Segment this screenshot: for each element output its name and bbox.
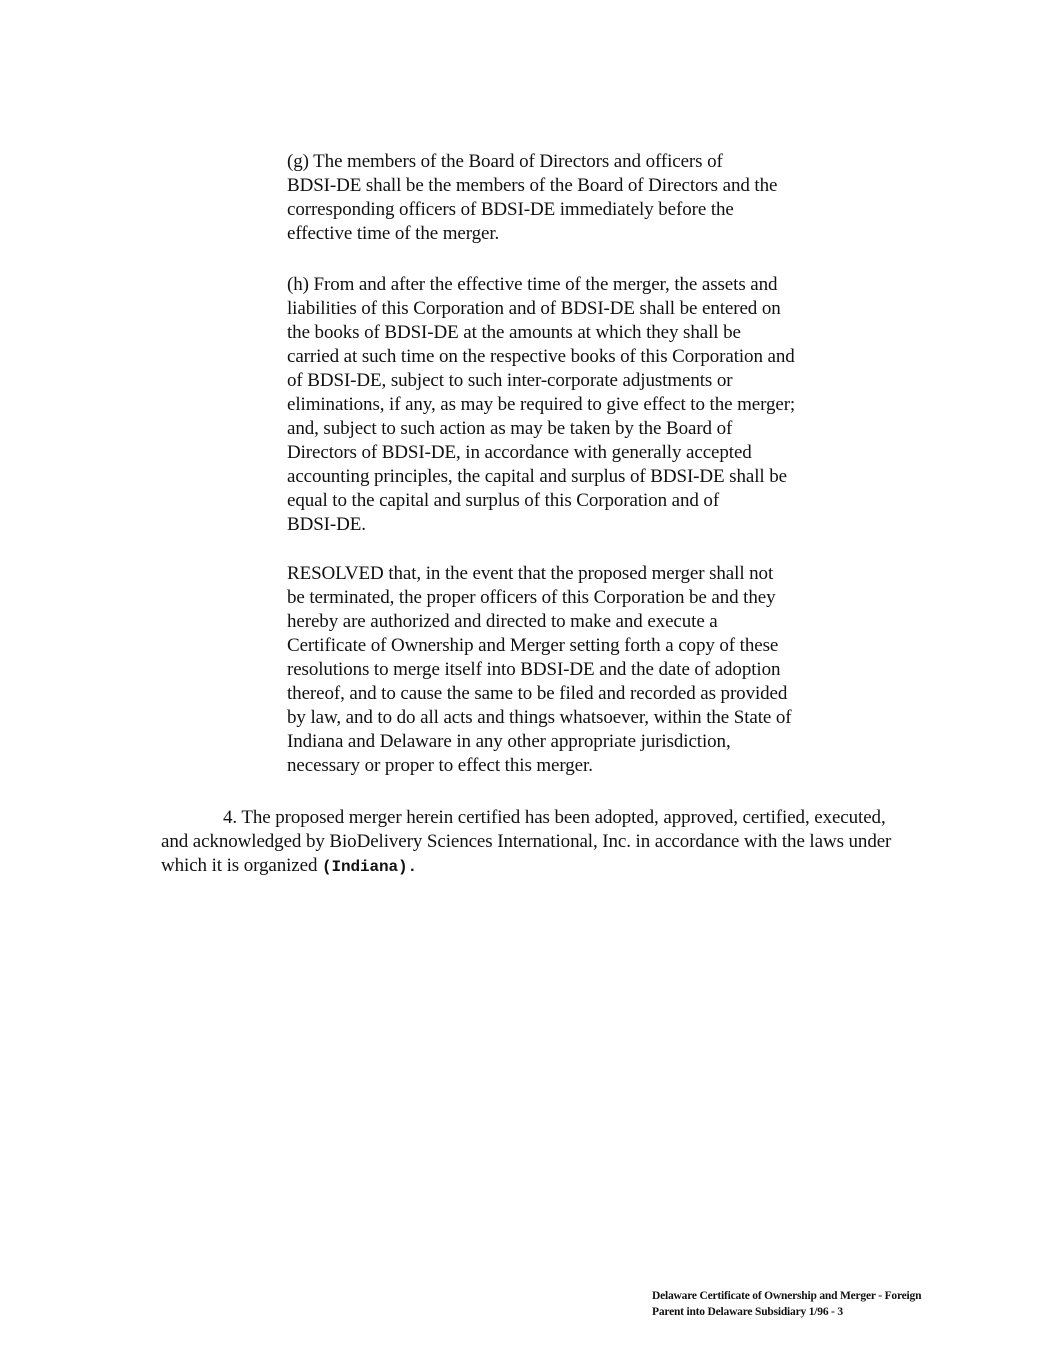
- paragraph-resolved-line: by law, and to do all acts and things whatsoever, within the State of: [287, 707, 792, 728]
- paragraph-g-line: (g) The members of the Board of Directors and officers of: [287, 151, 723, 172]
- footer-line: Delaware Certificate of Ownership and Merger - Foreign: [652, 1290, 922, 1302]
- paragraph-resolved-line: RESOLVED that, in the event that the proposed merger shall not: [287, 563, 774, 584]
- paragraph-4-line: 4. The proposed merger herein certified has been adopted, approved, certified, executed,: [223, 807, 886, 828]
- paragraph-h-line: the books of BDSI-DE at the amounts at which they shall be: [287, 322, 741, 343]
- paragraph-h-line: carried at such time on the respective books of this Corporation and: [287, 346, 795, 367]
- paragraph-4-text: which it is organized: [161, 855, 323, 876]
- paragraph-4-line: [161, 854, 417, 879]
- paragraph-h-line: of BDSI-DE, subject to such inter-corporate adjustments or: [287, 370, 733, 391]
- paragraph-g-line: effective time of the merger.: [287, 223, 500, 244]
- paragraph-resolved-line: be terminated, the proper officers of this Corporation be and they: [287, 587, 776, 608]
- paragraph-resolved-line: Certificate of Ownership and Merger setting forth a copy of these: [287, 635, 779, 656]
- paragraph-h-line: liabilities of this Corporation and of BDSI-DE shall be entered on: [287, 298, 781, 319]
- paragraph-4-line: and acknowledged by BioDelivery Sciences International, Inc. in accordance with the laws under: [161, 831, 892, 852]
- paragraph-h-line: BDSI-DE.: [287, 514, 366, 535]
- paragraph-h-line: eliminations, if any, as may be required to give effect to the merger;: [287, 394, 796, 415]
- paragraph-g-line: corresponding officers of BDSI-DE immediately before the: [287, 199, 734, 220]
- paragraph-resolved-line: thereof, and to cause the same to be filed and recorded as provided: [287, 683, 788, 704]
- paragraph-h-line: Directors of BDSI-DE, in accordance with generally accepted: [287, 442, 752, 463]
- footer-line: Parent into Delaware Subsidiary 1/96 - 3: [652, 1306, 843, 1318]
- paragraph-resolved-line: hereby are authorized and directed to make and execute a: [287, 611, 718, 632]
- paragraph-resolved-line: necessary or proper to effect this merger.: [287, 755, 593, 776]
- paragraph-g-line: BDSI-DE shall be the members of the Board of Directors and the: [287, 175, 778, 196]
- paragraph-resolved-line: resolutions to merge itself into BDSI-DE and the date of adoption: [287, 659, 781, 680]
- typed-state-name: (Indiana).: [322, 858, 418, 876]
- paragraph-h-line: equal to the capital and surplus of this Corporation and of: [287, 490, 720, 511]
- paragraph-h-line: (h) From and after the effective time of the merger, the assets and: [287, 274, 778, 295]
- paragraph-resolved-line: Indiana and Delaware in any other appropriate jurisdiction,: [287, 731, 731, 752]
- paragraph-h-line: and, subject to such action as may be taken by the Board of: [287, 418, 733, 439]
- paragraph-h-line: accounting principles, the capital and surplus of BDSI-DE shall be: [287, 466, 787, 487]
